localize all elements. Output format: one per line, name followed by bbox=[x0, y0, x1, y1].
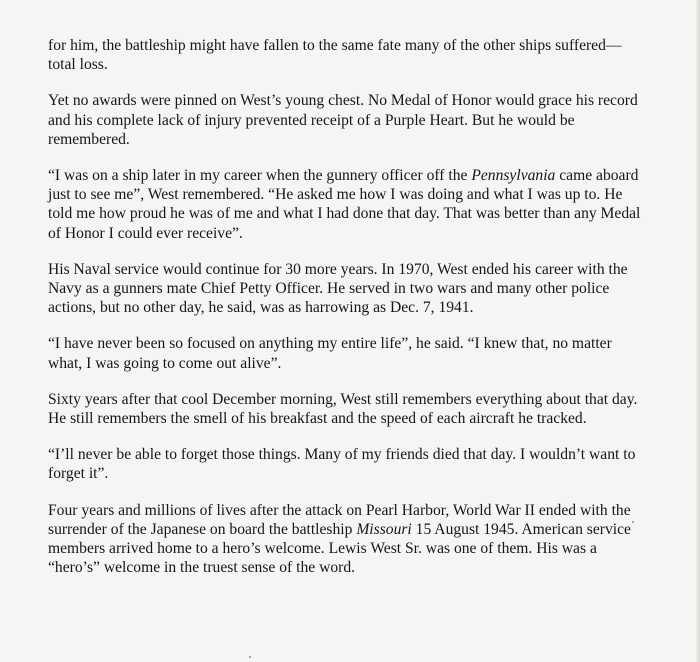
scan-speck bbox=[632, 521, 634, 523]
paragraph-2: Yet no awards were pinned on West’s young chest. No Medal of Honor would grace his record and his complete lack of injury prevented receipt of a Purple Heart. But he would be remembered. bbox=[48, 92, 638, 148]
paragraph-4: His Naval service would continue for 30 more years. In 1970, West ended his career with the Navy as a gunners mate Chief Petty Officer. He served in two wars and many other police actions, but no other day, he said, was as harrowing as Dec. 7, 1941. bbox=[48, 260, 628, 317]
scan-speck bbox=[249, 656, 251, 658]
paragraph-3-text-before: “I was on a ship later in my career when the gunnery officer off the bbox=[48, 167, 472, 185]
paragraph-8-text-after: 15 August 1945. American service members arrived home to a hero’s welcome. Lewis West Sr. was one of them. His was a “hero’s” welcome in the truest sense of the word. bbox=[48, 520, 631, 577]
paragraph-7: “I’ll never be able to forget those things. Many of my friends died that day. I wouldn’t want to forget it”. bbox=[48, 446, 636, 483]
paragraph-1: for him, the battleship might have fallen to the same fate many of the other ships suffered—total loss. bbox=[48, 37, 622, 74]
page-edge-shadow bbox=[696, 0, 700, 662]
paragraph-5: “I have never been so focused on anything my entire life”, he said. “I knew that, no matter what, I was going to come out alive”. bbox=[48, 335, 612, 372]
paragraph-8 bbox=[48, 501, 648, 578]
ship-name-missouri: Missouri bbox=[356, 520, 412, 538]
paragraph-3-text-after: came aboard just to see me”, West remembered. “He asked me how I was doing and what I was up to. He told me how proud he was of me and what I had done that day. That was better than any Medal of Honor I could ever receive”. bbox=[48, 167, 641, 242]
paragraph-8-text-before: Four years and millions of lives after the attack on Pearl Harbor, World War II ended with the surrender of the Japanese on board the battleship bbox=[48, 501, 631, 538]
ship-name-pennsylvania: Pennsylvania bbox=[471, 167, 556, 185]
paragraph-3 bbox=[48, 166, 648, 243]
paragraph-6: Sixty years after that cool December morning, West still remembers everything about that day. He still remembers the smell of his breakfast and the speed of each aircraft he tracked. bbox=[48, 390, 638, 428]
article-body bbox=[48, 36, 648, 594]
